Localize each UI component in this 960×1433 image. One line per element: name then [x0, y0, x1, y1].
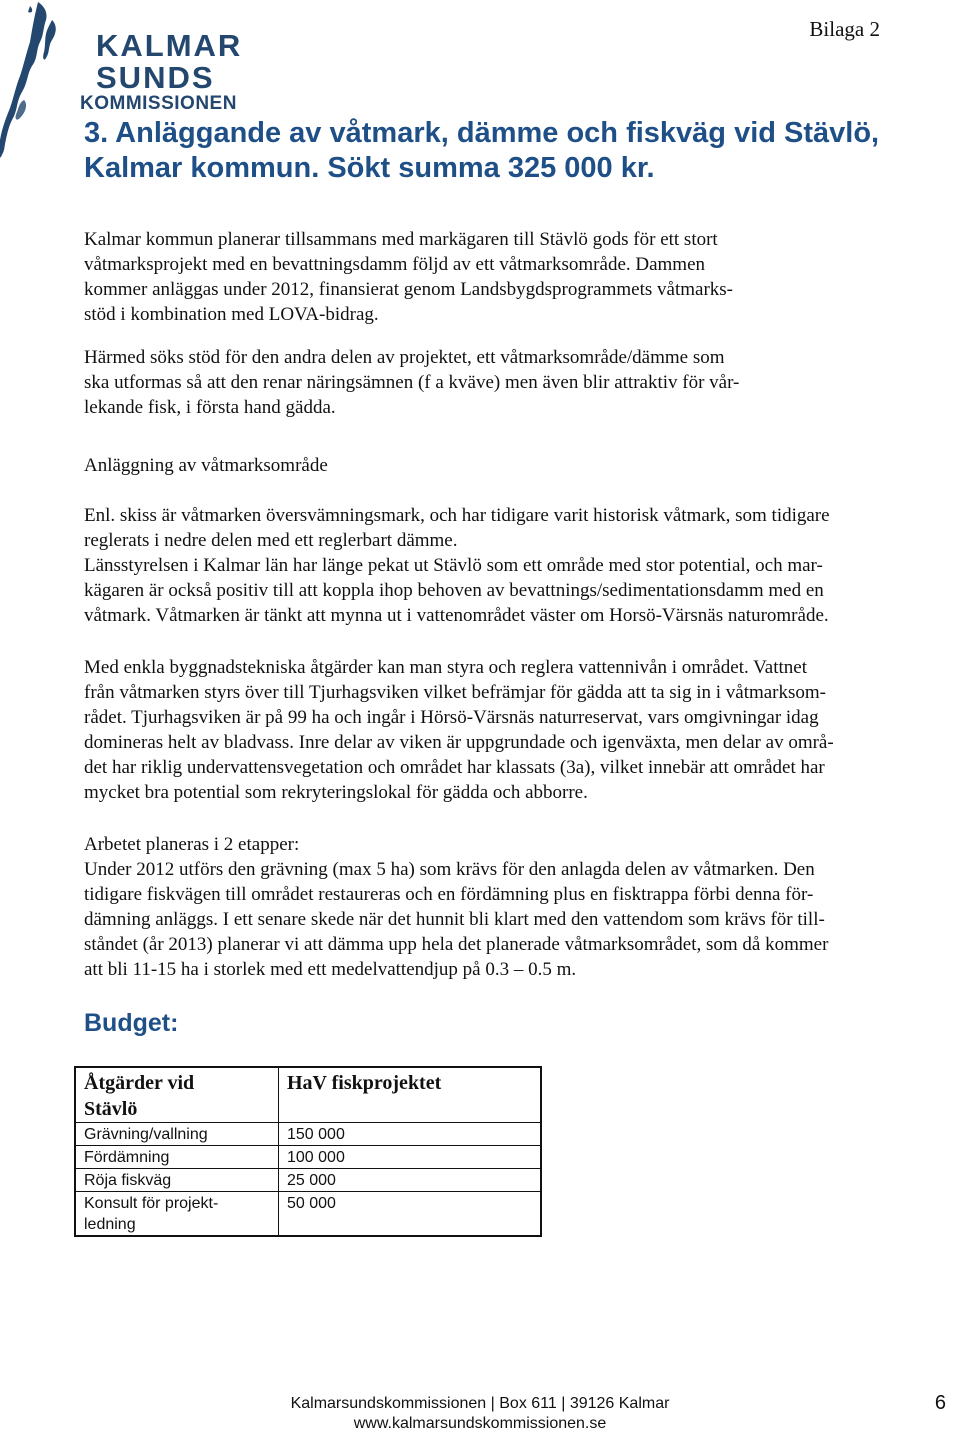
logo-text-line1: KALMAR — [96, 28, 243, 63]
table-row — [75, 1169, 541, 1192]
page-title — [84, 116, 914, 186]
budget-heading: Budget: — [84, 1009, 179, 1037]
text-line: Med enkla byggnadstekniska åtgärder kan man styra och reglera vattennivån i området. Vattnet — [84, 657, 807, 678]
row-label: Röja fiskväg — [75, 1169, 279, 1192]
text-line: mycket bra potential som rekryteringslokal för gädda och abborre. — [84, 782, 588, 803]
paragraph-wetland — [84, 503, 914, 628]
text-line: Länsstyrelsen i Kalmar län har länge pekat ut Stävlö som ett område med stor potential, och mar- — [84, 555, 823, 576]
text-line: Kalmar kommun planerar tillsammans med markägaren till Stävlö gods för ett stort — [84, 229, 718, 250]
title-line1: 3. Anläggande av våtmark, dämme och fiskväg vid Stävlö, — [84, 117, 880, 149]
text-line: tidigare fiskvägen till området restaureras och en fördämning plus en fisktrappa förbi denna för- — [84, 884, 814, 905]
row-value: 25 000 — [279, 1169, 542, 1192]
footer-website-link[interactable]: www.kalmarsundskommissionen.se — [353, 1415, 607, 1432]
paragraph-stages — [84, 832, 914, 982]
header-cell-measures — [75, 1067, 279, 1123]
budget-table — [74, 1066, 542, 1237]
text-line: stöd i kombination med LOVA-bidrag. — [84, 304, 379, 325]
paragraph-intro — [84, 227, 914, 327]
row-label-line: Konsult för projekt- — [84, 1195, 219, 1212]
text-line: Under 2012 utförs den grävning (max 5 ha) som krävs för den anlagda delen av våtmarken. Den — [84, 859, 815, 880]
text-line: ståndet (år 2013) planerar vi att dämma upp hela det planerade våtmarksområdet, som då kommer — [84, 934, 829, 955]
text-line: kommer anläggas under 2012, finansierat genom Landsbygdsprogrammets våtmarks- — [84, 279, 733, 300]
header-cell-project: HaV fiskprojektet — [279, 1067, 542, 1123]
text-line: våtmark. Våtmarken är tänkt att mynna ut i vattenområdet väster om Horsö-Värsnäs naturområde. — [84, 605, 829, 626]
row-value: 50 000 — [279, 1192, 542, 1237]
table-header-row — [75, 1067, 541, 1123]
row-label-line: ledning — [84, 1216, 136, 1233]
row-label — [75, 1192, 279, 1237]
logo-text-line3: KOMMISSIONEN — [80, 93, 237, 114]
text-line: reglerats i nedre delen med ett reglerbart dämme. — [84, 530, 458, 551]
text-line: Härmed söks stöd för den andra delen av projektet, ett våtmarksområde/dämme som — [84, 347, 725, 368]
footer-address: Kalmarsundskommissionen | Box 611 | 39126 Kalmar — [290, 1395, 670, 1412]
text-line: rådet. Tjurhagsviken är på 99 ha och ingår i Hörsö-Värsnäs naturreservat, vars omgivningar idag — [84, 707, 819, 728]
text-line: våtmarksprojekt med en bevattningsdamm följd av ett våtmarksområde. Dammen — [84, 254, 706, 275]
text-line: lekande fisk, i första hand gädda. — [84, 397, 336, 418]
text-line: ska utformas så att den renar näringsämnen (f a kväve) men även blir attraktiv för vår- — [84, 372, 740, 393]
row-label: Fördämning — [75, 1146, 279, 1169]
text-line: domineras helt av bladvass. Inre delar av viken är uppgrundade och igenväxta, men delar av områ- — [84, 732, 834, 753]
text-line: kägaren är också positiv till att koppla ihop behoven av bevattnings/sedimentationsdamm med en — [84, 580, 824, 601]
table-row — [75, 1146, 541, 1169]
text-line: dämning anläggs. I ett senare skede när det hunnit bli klart med den vattendom som krävs för till- — [84, 909, 825, 930]
paragraph-purpose — [84, 345, 914, 420]
row-label: Grävning/vallning — [75, 1123, 279, 1146]
island-map-icon — [0, 0, 80, 160]
text-line: att bli 11-15 ha i storlek med ett medelvattendjup på 0.3 – 0.5 m. — [84, 959, 577, 980]
row-value: 150 000 — [279, 1123, 542, 1146]
text-line: från våtmarken styrs över till Tjurhagsviken vilket befrämjar för gädda att ta sig in i våtmarksom- — [84, 682, 827, 703]
annex-label: Bilaga 2 — [809, 17, 880, 41]
table-row — [75, 1192, 541, 1237]
paragraph-regulation — [84, 655, 914, 805]
header-text: Stävlö — [84, 1098, 138, 1120]
section-subheading: Anläggning av våtmarksområde — [84, 455, 328, 476]
text-line: Arbetet planeras i 2 etapper: — [84, 834, 300, 855]
logo-text-line2: SUNDS — [96, 60, 215, 95]
row-value: 100 000 — [279, 1146, 542, 1169]
table-row — [75, 1123, 541, 1146]
page-number: 6 — [934, 1392, 946, 1414]
text-line: det har riklig undervattensvegetation och området har klassats (3a), vilket innebär att området har — [84, 757, 825, 778]
header-text: Åtgärder vid — [84, 1072, 195, 1094]
title-line2: Kalmar kommun. Sökt summa 325 000 kr. — [84, 152, 655, 184]
text-line: Enl. skiss är våtmarken översvämningsmark, och har tidigare varit historisk våtmark, som tidigare — [84, 505, 830, 526]
